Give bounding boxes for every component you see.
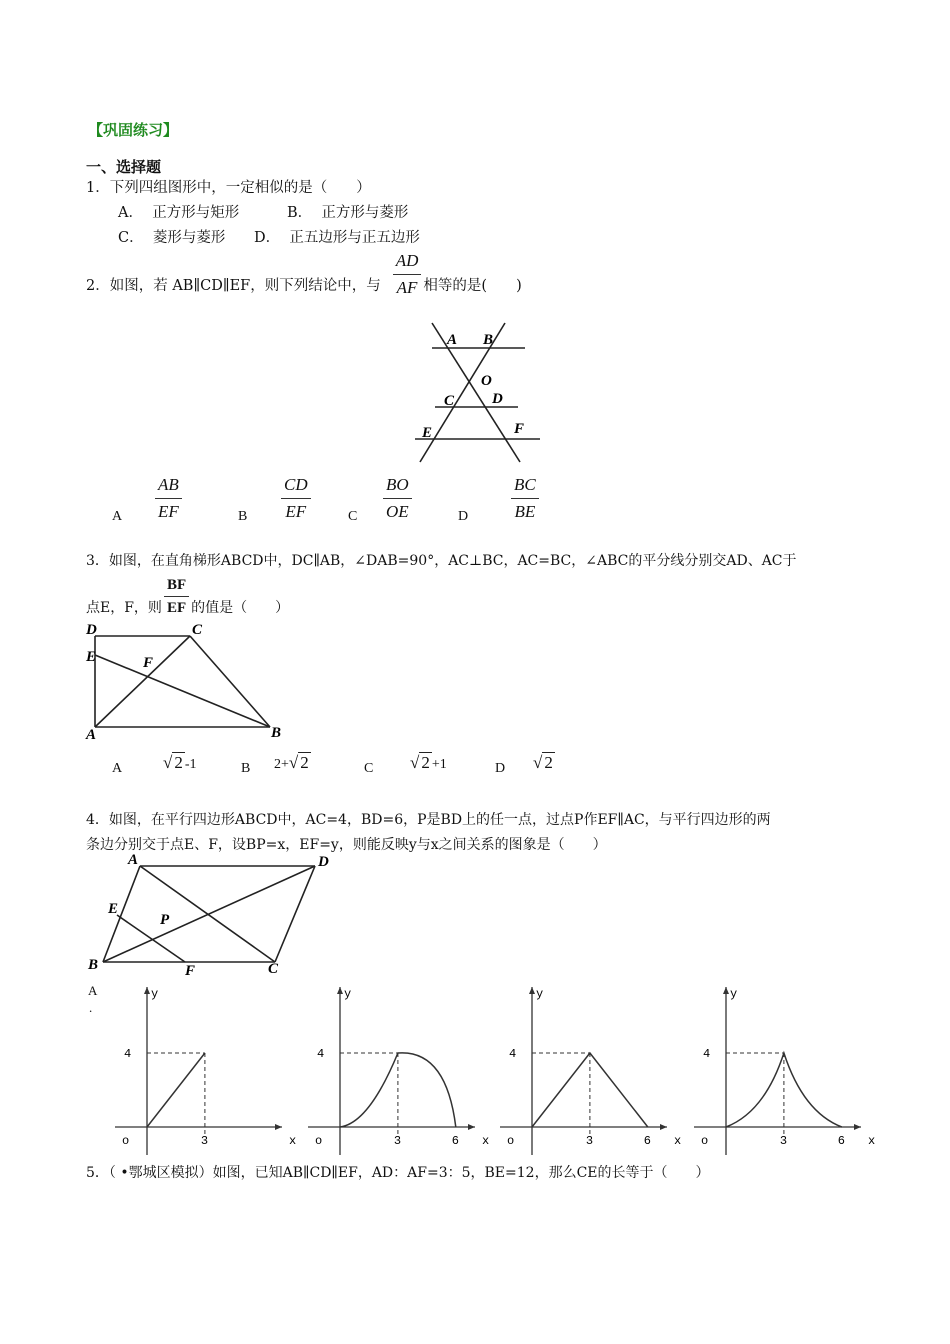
origin-label: o	[701, 1134, 709, 1148]
radicand: 2	[174, 753, 183, 772]
q5-stem: 5．（ •鄂城区模拟）如图，已知AB∥CD∥EF，AD：AF=3：5，BE=12，那么CE的长等于（ ）	[86, 1165, 710, 1181]
origin-label: o	[122, 1134, 130, 1148]
q3-option-b-letter[interactable]: B	[241, 761, 251, 776]
option-text: 正方形与矩形	[152, 205, 240, 221]
denominator: BE	[514, 502, 536, 521]
label-d: D	[86, 622, 97, 638]
x-axis-arrow	[854, 1124, 861, 1130]
y-tick-label: 4	[124, 1047, 132, 1061]
label-e: E	[86, 649, 97, 665]
label-d: D	[318, 854, 329, 870]
x-axis-arrow	[660, 1124, 667, 1130]
x-axis-arrow	[275, 1124, 282, 1130]
option-letter: C．	[118, 230, 144, 246]
denominator: EF	[285, 502, 307, 521]
q2-stem-after: 相等的是( )	[423, 278, 522, 294]
y-tick-label: 4	[703, 1047, 711, 1061]
label-c: C	[268, 961, 279, 977]
graph-3	[500, 987, 681, 1155]
q4-stem-line2: 条边分别交于点E、F，设BP=x，EF=y，则能反映y与x之间关系的图象是（ ）	[86, 837, 607, 853]
label-e: E	[422, 425, 433, 441]
q4-option-a-letter[interactable]: A	[88, 983, 98, 998]
label-e: E	[108, 901, 119, 917]
q3-option-a-value[interactable]: √ 2 -1	[163, 753, 197, 772]
q2-option-b-letter[interactable]: B	[238, 509, 248, 524]
option-letter: B．	[287, 205, 313, 221]
x-tick-label: 6	[837, 1134, 846, 1148]
denominator: EF	[166, 600, 187, 616]
label-a: A	[128, 852, 139, 868]
denominator: OE	[386, 502, 409, 521]
q2-option-d-letter[interactable]: D	[458, 509, 469, 524]
q2-option-c-letter[interactable]: C	[348, 509, 358, 524]
denominator: EF	[158, 502, 179, 521]
q2-stem-before: 2．如图，若 AB∥CD∥EF，则下列结论中，与	[86, 278, 381, 294]
q3-stem-line2-before: 点E，F，则	[86, 600, 162, 616]
section-title: 【巩固练习】	[88, 121, 179, 139]
q3-stem-line1: 3．如图，在直角梯形ABCD中，DC∥AB，∠DAB=90°，AC⊥BC，AC=BC，∠ABC的平分线分别交AD、AC于	[86, 553, 797, 569]
label-c: C	[192, 622, 203, 638]
x-axis-arrow	[468, 1124, 475, 1130]
q1-stem: 1．下列四组图形中，一定相似的是（ ）	[86, 180, 371, 196]
x-tick-label: 6	[643, 1134, 652, 1148]
q3-option-c-letter[interactable]: C	[364, 761, 374, 776]
label-f: F	[514, 421, 525, 437]
q3-option-d-value[interactable]: √ 2	[533, 753, 553, 772]
y-tick-label: 4	[317, 1047, 325, 1061]
option-letter: D．	[254, 230, 281, 246]
series-line	[147, 1053, 205, 1127]
prefix: 2+	[274, 757, 289, 772]
x-tick-label: 3	[585, 1134, 594, 1148]
label-b: B	[271, 725, 282, 741]
graph-4	[694, 987, 875, 1155]
label-c: C	[444, 393, 455, 409]
origin-label: o	[507, 1134, 515, 1148]
q4-stem-line1: 4．如图，在平行四边形ABCD中，AC=4，BD=6，P是BD上的任一点，过点P作EF∥AC，与平行四边形的两	[86, 812, 771, 828]
y-tick-label: 4	[509, 1047, 517, 1061]
x-tick-label: 3	[393, 1134, 402, 1148]
x-tick-label: 6	[451, 1134, 460, 1148]
label-o: O	[481, 373, 492, 389]
y-axis-arrow	[337, 987, 343, 994]
numerator: AD	[393, 250, 422, 275]
label-f: F	[143, 655, 154, 671]
y-axis-label: y	[151, 987, 159, 1001]
q4-option-dot: .	[89, 1000, 93, 1015]
label-b: B	[88, 957, 99, 973]
y-axis-label: y	[344, 987, 352, 1001]
x-axis-label: x	[868, 1134, 876, 1148]
option-letter: A．	[118, 205, 143, 221]
y-axis-label: y	[730, 987, 738, 1001]
option-text: 正五边形与正五边形	[289, 230, 420, 246]
label-d: D	[492, 391, 503, 407]
graph-1	[115, 987, 296, 1155]
graph-2	[308, 987, 489, 1155]
y-axis-arrow	[144, 987, 150, 994]
numerator: AB	[155, 474, 182, 499]
numerator: BO	[383, 474, 412, 499]
numerator: BC	[511, 474, 539, 499]
label-f: F	[185, 963, 196, 979]
origin-label: o	[315, 1134, 323, 1148]
label-p: P	[160, 912, 170, 928]
part-title: 一、选择题	[86, 158, 162, 176]
x-axis-label: x	[674, 1134, 682, 1148]
y-axis-arrow	[529, 987, 535, 994]
q3-option-b-value[interactable]: 2+√ 2	[274, 753, 309, 772]
x-tick-label: 3	[200, 1134, 209, 1148]
numerator: CD	[281, 474, 311, 499]
label-a: A	[86, 727, 97, 743]
q3-stem-line2-after: 的值是（ ）	[191, 600, 290, 616]
suffix: +1	[431, 757, 447, 772]
y-axis-label: y	[536, 987, 544, 1001]
radicand: 2	[300, 753, 309, 772]
radicand: 2	[421, 753, 430, 772]
q3-option-a-letter[interactable]: A	[112, 761, 123, 776]
x-tick-label: 3	[779, 1134, 788, 1148]
numerator: BF	[164, 576, 189, 597]
option-text: 正方形与菱形	[321, 205, 409, 221]
x-axis-label: x	[289, 1134, 297, 1148]
denominator: AF	[396, 278, 418, 297]
q3-option-c-value[interactable]: √ 2 +1	[410, 753, 447, 772]
q3-option-d-letter[interactable]: D	[495, 761, 506, 776]
label-b: B	[483, 332, 494, 348]
suffix: -1	[184, 757, 197, 772]
radicand: 2	[544, 753, 553, 772]
y-axis-arrow	[723, 987, 729, 994]
label-a: A	[447, 332, 458, 348]
x-axis-label: x	[482, 1134, 490, 1148]
option-text: 菱形与菱形	[152, 230, 226, 246]
q2-option-a-letter[interactable]: A	[112, 509, 123, 524]
